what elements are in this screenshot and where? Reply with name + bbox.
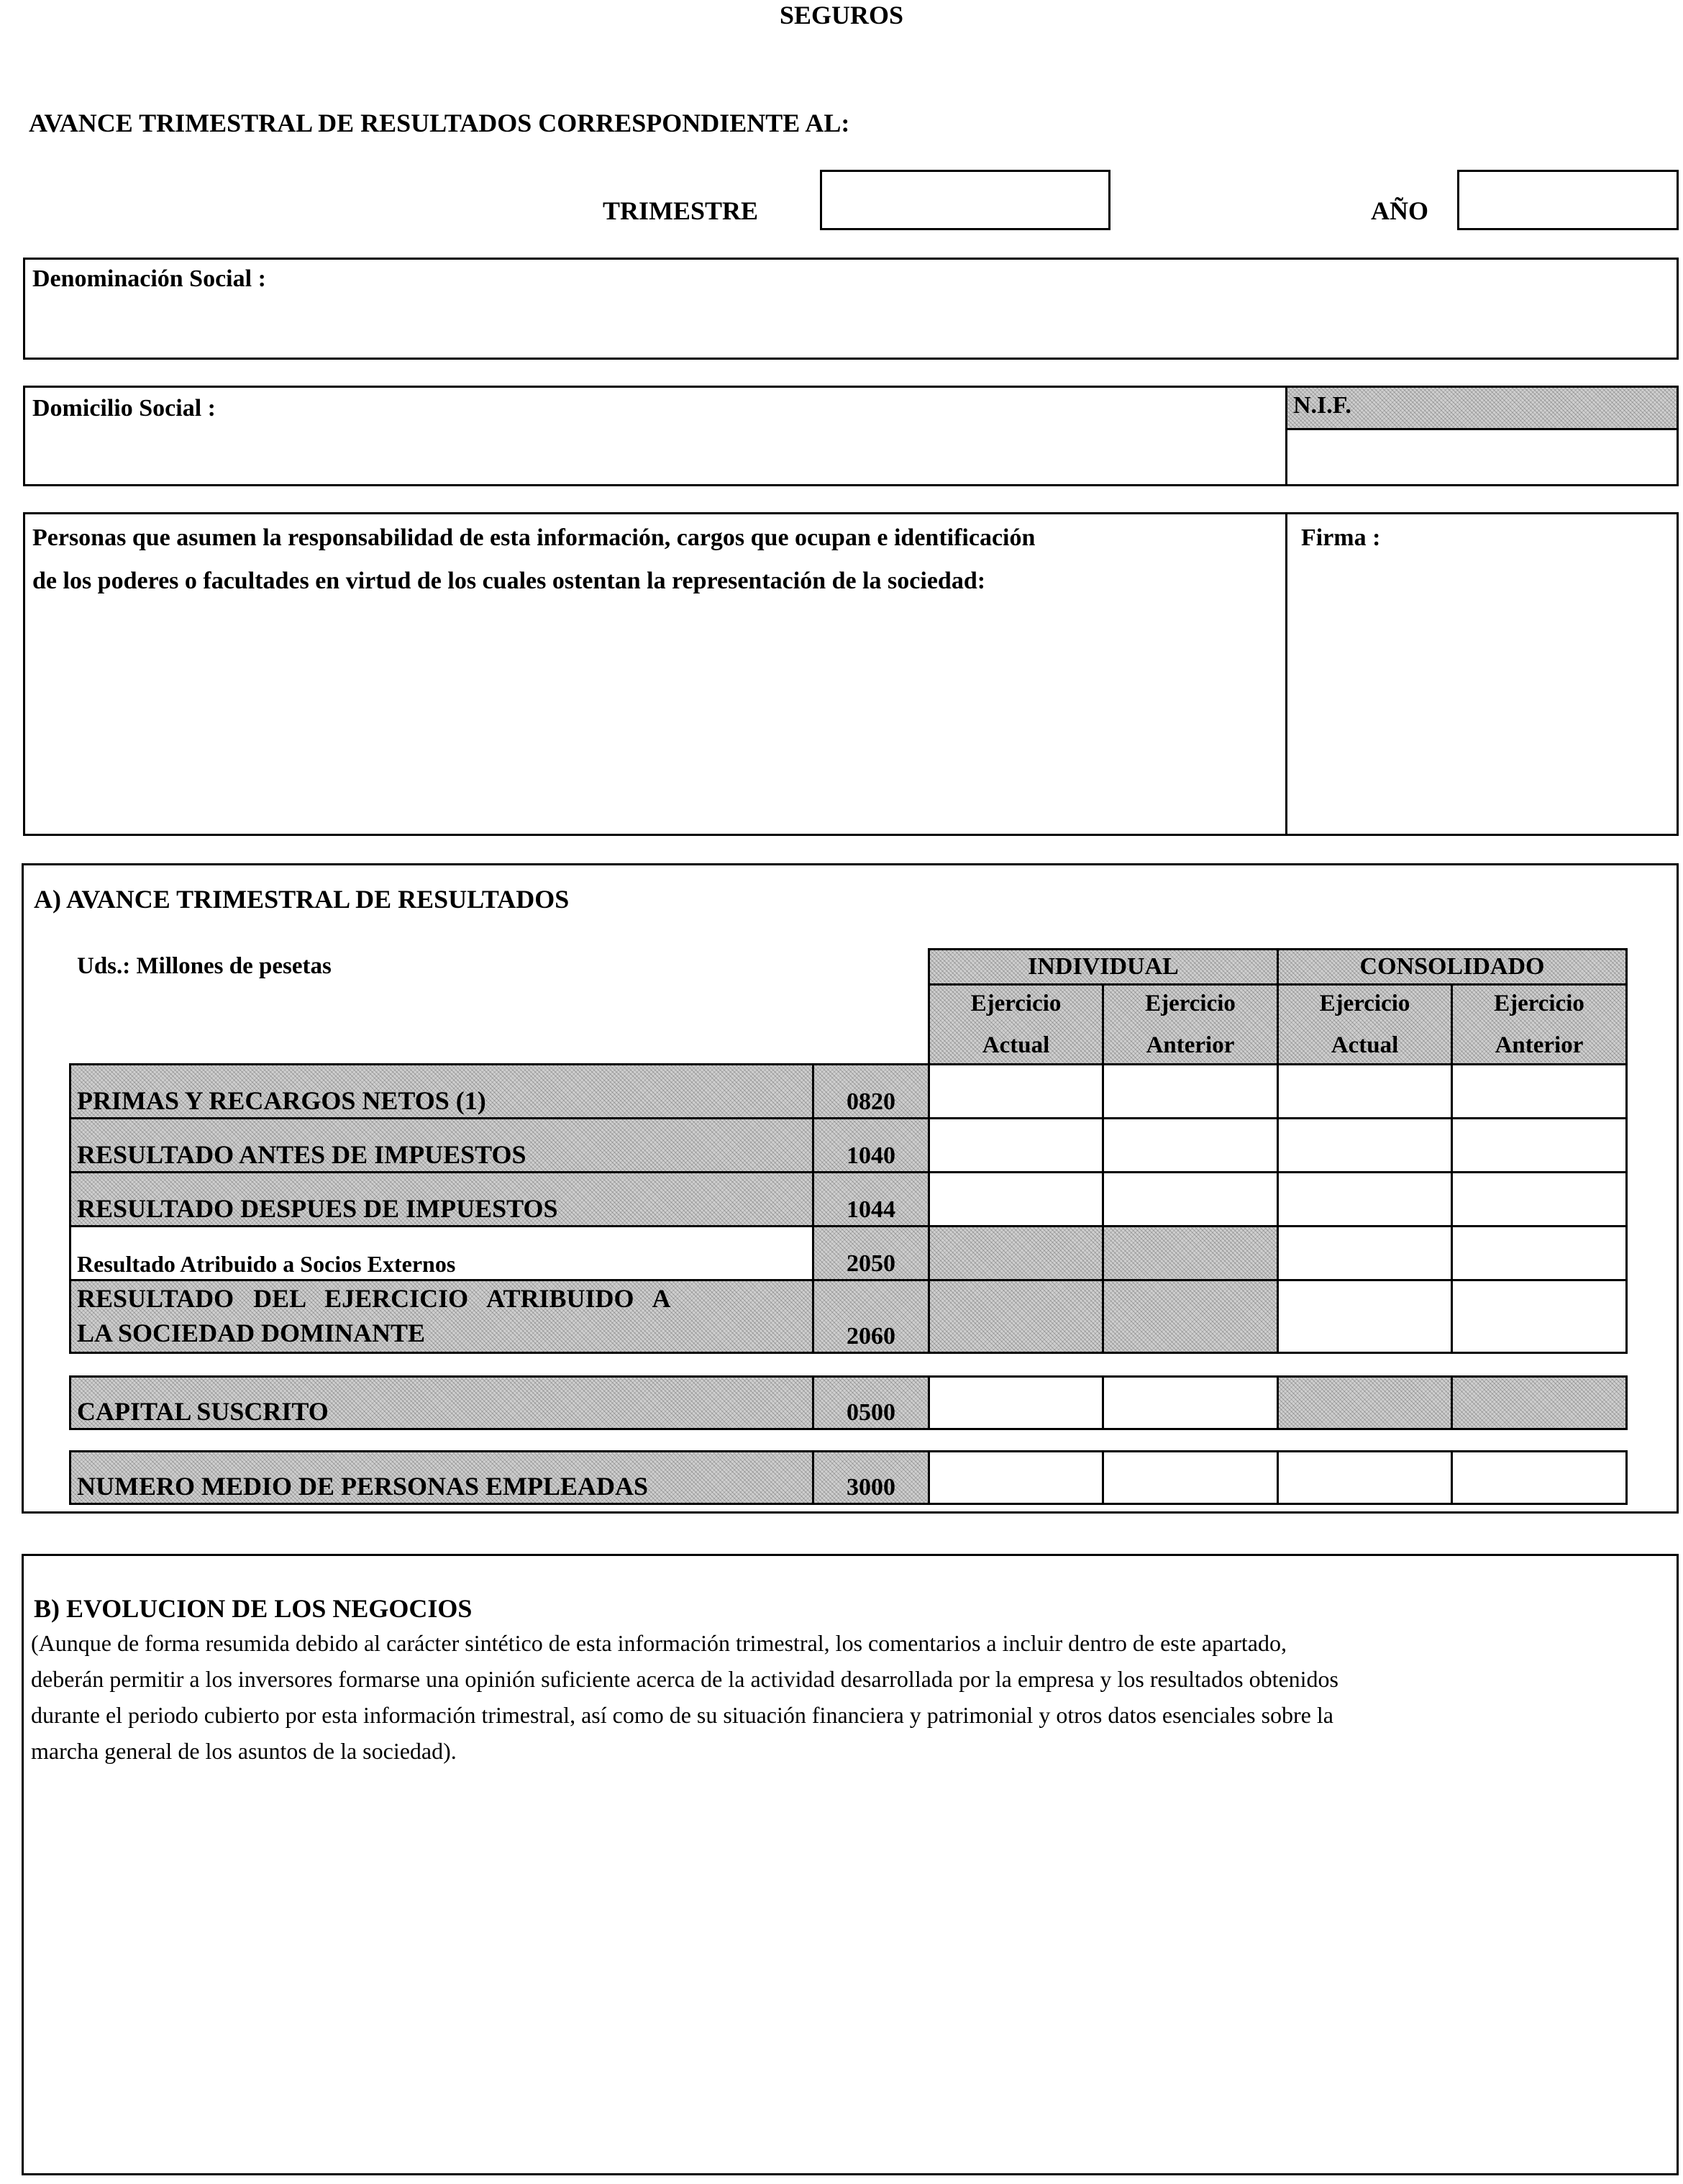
section-b-box [22,1554,1679,2175]
section-b-line4: marcha general de los asuntos de la sociedad). [31,1738,457,1764]
col-consolidado-anterior-line2: Anterior [1495,1032,1584,1058]
col-consolidado-actual-line2: Actual [1331,1032,1399,1058]
row-label [69,1279,814,1354]
row-code: 0500 [812,1375,930,1430]
row-label: PRIMAS Y RECARGOS NETOS (1) [69,1063,814,1119]
responsables-label-line2: de los poderes o facultades en virtud de los cuales ostentan la representación de la sociedad: [32,568,986,594]
disabled-cell [1102,1225,1279,1281]
nif-header [1287,388,1677,430]
section-b-line3: durante el periodo cubierto por esta información trimestral, así como de su situación financiera y patrimonial y otros datos esenciales sobre la [31,1702,1333,1728]
value-cell[interactable] [1451,1450,1628,1505]
group-consolidado-header: CONSOLIDADO [1277,948,1628,986]
trimestre-label: TRIMESTRE [603,196,759,225]
responsables-label-line1: Personas que asumen la responsabilidad de esta información, cargos que ocupan e identificación [32,524,1036,551]
col-consolidado-anterior-line1: Ejercicio [1494,991,1584,1016]
col-individual-anterior-line2: Anterior [1146,1032,1235,1058]
row-code: 3000 [812,1450,930,1505]
disabled-cell [928,1279,1104,1354]
form-subtitle: AVANCE TRIMESTRAL DE RESULTADOS CORRESPONDIENTE AL: [29,109,850,137]
anio-field[interactable] [1457,170,1679,230]
responsables-box [23,512,1679,836]
firma-divider [1285,512,1287,836]
row-code: 1040 [812,1117,930,1173]
units-label: Uds.: Millones de pesetas [77,953,332,979]
col-individual-actual-line2: Actual [982,1032,1050,1058]
domicilio-box [23,386,1679,486]
nif-label: N.I.F. [1293,392,1351,419]
section-b-title: B) EVOLUCION DE LOS NEGOCIOS [34,1594,473,1623]
row-label: CAPITAL SUSCRITO [69,1375,814,1430]
value-cell[interactable] [928,1117,1104,1173]
value-cell[interactable] [1451,1225,1628,1281]
responsables-field[interactable] [32,615,1269,824]
value-cell[interactable] [1451,1171,1628,1227]
row-code: 2050 [812,1225,930,1281]
value-cell[interactable] [1451,1279,1628,1354]
value-cell[interactable] [1451,1117,1628,1173]
value-cell[interactable] [1102,1063,1279,1119]
domicilio-label: Domicilio Social : [32,395,216,422]
anio-label: AÑO [1371,196,1428,225]
value-cell[interactable] [928,1375,1104,1430]
value-cell[interactable] [928,1063,1104,1119]
row-code: 2060 [812,1279,930,1354]
firma-label: Firma : [1301,524,1381,551]
trimestre-field[interactable] [820,170,1110,230]
row-label: Resultado Atribuido a Socios Externos [69,1225,814,1281]
row-code: 0820 [812,1063,930,1119]
col-individual-anterior [1102,983,1279,1065]
value-cell[interactable] [1277,1225,1453,1281]
denominacion-box[interactable] [23,258,1679,360]
form-title: SEGUROS [779,1,904,29]
value-cell[interactable] [1277,1450,1453,1505]
disabled-cell [928,1225,1104,1281]
value-cell[interactable] [1277,1171,1453,1227]
col-individual-actual [928,983,1104,1065]
row-code: 1044 [812,1171,930,1227]
firma-field[interactable] [1298,565,1672,824]
value-cell[interactable] [1102,1171,1279,1227]
value-cell[interactable] [1102,1375,1279,1430]
nif-field[interactable] [1295,438,1669,478]
row-label: RESULTADO DESPUES DE IMPUESTOS [69,1171,814,1227]
value-cell[interactable] [1451,1063,1628,1119]
section-b-line2: deberán permitir a los inversores formarse una opinión suficiente acerca de la actividad desarrollada por la empresa y los resultados obtenidos [31,1666,1338,1692]
section-b-field[interactable] [31,1786,1671,2160]
value-cell[interactable] [928,1171,1104,1227]
value-cell[interactable] [1277,1279,1453,1354]
disabled-cell [1102,1279,1279,1354]
value-cell[interactable] [1277,1063,1453,1119]
disabled-cell [1277,1375,1453,1430]
disabled-cell [1451,1375,1628,1430]
group-individual-header: INDIVIDUAL [928,948,1279,986]
section-b-instructions [31,1625,1671,1769]
value-cell[interactable] [1277,1117,1453,1173]
col-consolidado-actual [1277,983,1453,1065]
col-individual-actual-line1: Ejercicio [970,991,1062,1016]
denominacion-label: Denominación Social : [32,265,266,292]
section-a-title: A) AVANCE TRIMESTRAL DE RESULTADOS [34,885,570,914]
value-cell[interactable] [1102,1117,1279,1173]
col-consolidado-anterior [1451,983,1628,1065]
row-label-line2: LA SOCIEDAD DOMINANTE [77,1319,426,1347]
value-cell[interactable] [928,1450,1104,1505]
col-individual-anterior-line1: Ejercicio [1145,991,1236,1016]
row-label: RESULTADO ANTES DE IMPUESTOS [69,1117,814,1173]
row-label-line1: RESULTADO DEL EJERCICIO ATRIBUIDO A [77,1284,671,1313]
row-label: NUMERO MEDIO DE PERSONAS EMPLEADAS [69,1450,814,1505]
section-b-line1: (Aunque de forma resumida debido al carácter sintético de esta información trimestral, los comentarios a incluir dentro de este apartado, [31,1630,1287,1656]
value-cell[interactable] [1102,1450,1279,1505]
col-consolidado-actual-line1: Ejercicio [1319,991,1410,1016]
